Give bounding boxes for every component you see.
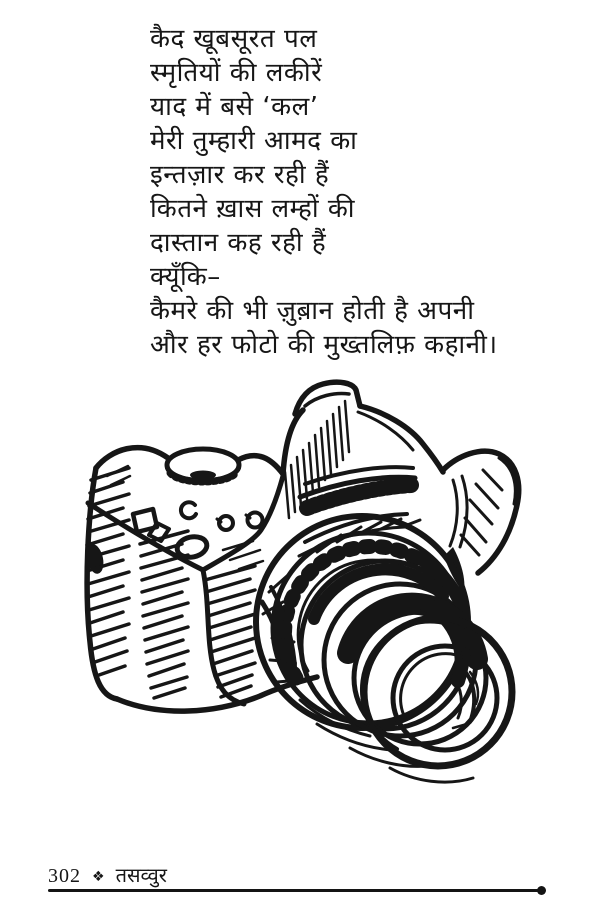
page-number: 302	[48, 865, 81, 887]
poem-line-9: कैमरे की भी ज़ुब़ान होती है अपनी	[150, 296, 475, 326]
mode-dial	[167, 449, 239, 482]
poem-block	[150, 22, 498, 362]
poem-line-2: स्मृतियों की लकीरें	[150, 58, 323, 88]
footer-rule-end-dot	[537, 886, 546, 895]
book-title: तसव्वुर	[115, 863, 167, 887]
camera-illustration	[55, 372, 535, 804]
poem-line-7: दास्तान कह रही हैं	[150, 228, 327, 258]
camera-sketch-svg	[55, 372, 535, 804]
viewfinder-hump	[283, 382, 443, 518]
poem-line-8: क्यूँकि–	[150, 262, 221, 292]
poem-line-4: मेरी तुम्हारी आमद का	[150, 126, 358, 156]
poem-line-5: इन्तज़ार कर रही हैं	[150, 160, 330, 190]
poem-line-6: कितने ख़ास लम्हों की	[150, 194, 356, 224]
diamond-separator-icon: ❖	[92, 869, 105, 885]
poem-line-3: याद में बसे ‘कल’	[150, 92, 319, 122]
footer-rule	[48, 889, 542, 892]
poem-line-1: कैद खूबसूरत पल	[150, 24, 318, 54]
footer	[48, 861, 167, 888]
poem-line-10: और हर फोटो की मुख्तलिफ़ कहानी।	[150, 330, 498, 360]
grip-hatching	[87, 468, 255, 698]
